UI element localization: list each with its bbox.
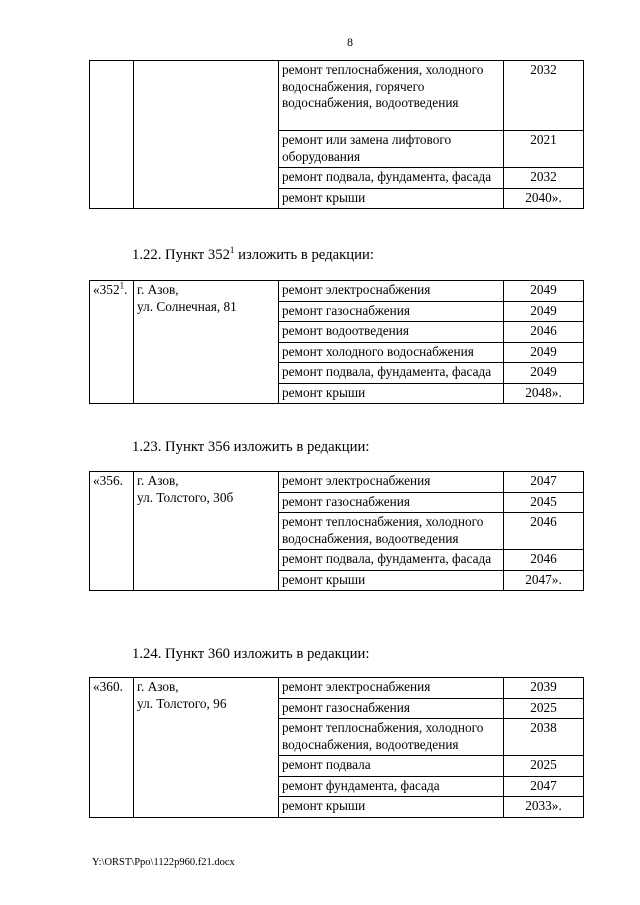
year-cell: 2048». (504, 383, 584, 404)
address-cell (134, 472, 279, 591)
work-cell: ремонт газоснабжения (279, 301, 504, 322)
work-cell: ремонт подвала, фундамента, фасада (279, 168, 504, 189)
footer-file-path: Y:\ORST\Ppo\1122p960.f21.docx (92, 857, 235, 868)
work-cell: ремонт электроснабжения (279, 472, 504, 493)
work-cell: ремонт подвала (279, 756, 504, 777)
address-line: г. Азов, (137, 282, 179, 297)
superscript: 1 (229, 245, 235, 256)
address-line: г. Азов, (137, 679, 179, 694)
works-table-360 (89, 677, 584, 818)
address-line: г. Азов, (137, 473, 179, 488)
page-number: 8 (347, 35, 353, 49)
work-cell: ремонт крыши (279, 188, 504, 209)
year-cell: 2032 (504, 61, 584, 131)
item-number-cell: «360. (90, 678, 134, 818)
work-cell: ремонт или замена лифтового оборудования (279, 131, 504, 168)
work-cell: ремонт водоотведения (279, 322, 504, 343)
work-cell: ремонт крыши (279, 570, 504, 591)
work-cell: ремонт подвала, фундамента, фасада (279, 363, 504, 384)
year-cell: 2047». (504, 570, 584, 591)
year-cell: 2045 (504, 492, 584, 513)
year-cell: 2021 (504, 131, 584, 168)
year-cell: 2025 (504, 698, 584, 719)
work-cell: ремонт теплоснабжения, холодного водоснабжения, водоотведения (279, 513, 504, 550)
address-cell (134, 678, 279, 818)
year-cell: 2046 (504, 550, 584, 571)
year-cell: 2049 (504, 281, 584, 302)
year-cell: 2047 (504, 472, 584, 493)
heading-text: изложить в редакции: (234, 247, 374, 263)
address-line: ул. Толстого, 30б (137, 489, 234, 505)
table-row (90, 61, 584, 131)
work-cell: ремонт газоснабжения (279, 492, 504, 513)
year-cell: 2038 (504, 719, 584, 756)
year-cell: 2046 (504, 322, 584, 343)
year-cell: 2040». (504, 188, 584, 209)
table-row (90, 678, 584, 699)
year-cell: 2032 (504, 168, 584, 189)
address-cell (134, 61, 279, 209)
year-cell: 2049 (504, 342, 584, 363)
work-cell: ремонт электроснабжения (279, 281, 504, 302)
year-cell: 2033». (504, 797, 584, 818)
works-table-352-1 (89, 280, 584, 404)
item-number-dot: . (124, 282, 128, 297)
work-cell: ремонт подвала, фундамента, фасада (279, 550, 504, 571)
item-number: «352 (93, 282, 120, 297)
item-number-cell: «356. (90, 472, 134, 591)
amendment-heading-1-23: 1.23. Пункт 356 изложить в редакции: (132, 439, 370, 455)
year-cell: 2039 (504, 678, 584, 699)
superscript: 1 (119, 280, 125, 291)
works-table-356 (89, 471, 584, 591)
work-cell: ремонт электроснабжения (279, 678, 504, 699)
work-cell: ремонт фундамента, фасада (279, 776, 504, 797)
item-number-cell (90, 281, 134, 404)
address-line: ул. Солнечная, 81 (137, 298, 237, 314)
work-cell: ремонт крыши (279, 797, 504, 818)
address-cell (134, 281, 279, 404)
work-cell: ремонт крыши (279, 383, 504, 404)
year-cell: 2049 (504, 363, 584, 384)
year-cell: 2046 (504, 513, 584, 550)
work-cell: ремонт газоснабжения (279, 698, 504, 719)
table-row (90, 281, 584, 302)
table-row (90, 472, 584, 493)
work-cell: ремонт холодного водоснабжения (279, 342, 504, 363)
item-number-cell (90, 61, 134, 209)
amendment-heading-1-22 (132, 247, 374, 264)
year-cell: 2047 (504, 776, 584, 797)
address-line: ул. Толстого, 96 (137, 695, 227, 711)
heading-text: 1.22. Пункт 352 (132, 247, 230, 263)
works-table-continuation (89, 60, 584, 209)
year-cell: 2049 (504, 301, 584, 322)
year-cell: 2025 (504, 756, 584, 777)
amendment-heading-1-24: 1.24. Пункт 360 изложить в редакции: (132, 646, 370, 662)
work-cell: ремонт теплоснабжения, холодного водоснабжения, горячего водоснабжения, водоотведения (279, 61, 504, 131)
work-cell: ремонт теплоснабжения, холодного водоснабжения, водоотведения (279, 719, 504, 756)
